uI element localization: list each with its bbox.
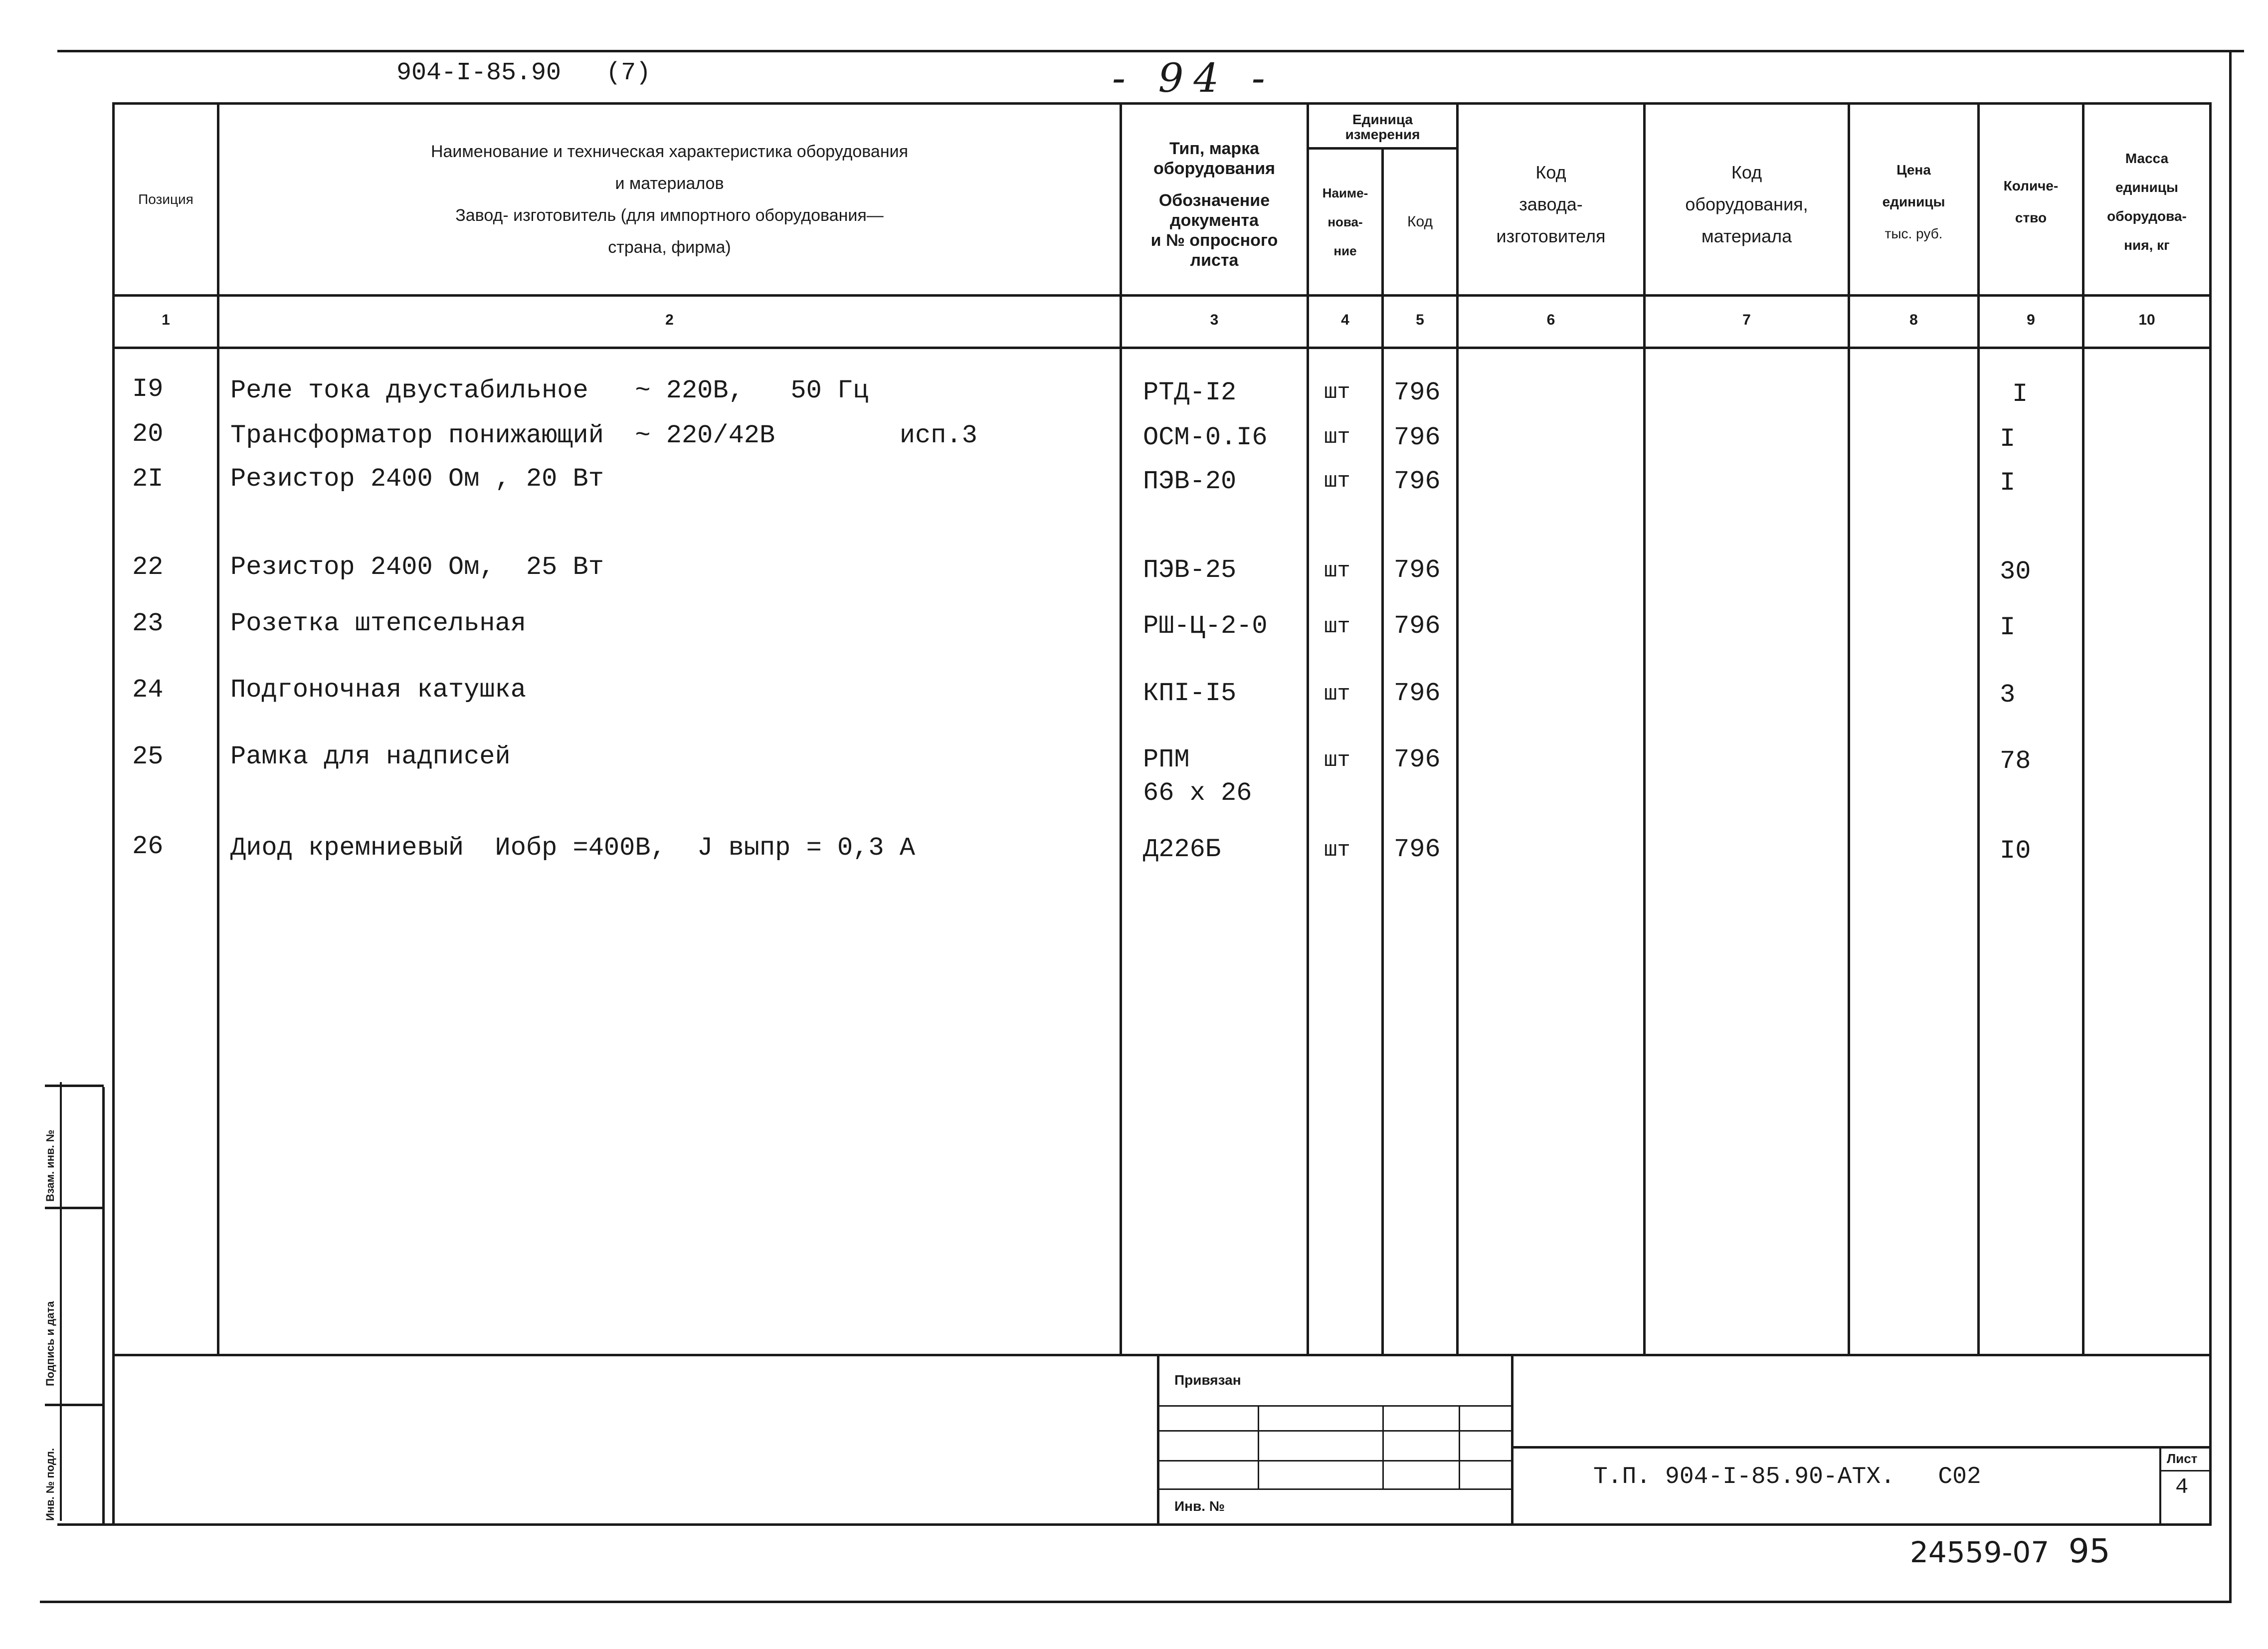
header-price [1850,145,1977,259]
stamp-grid-vline-3 [1459,1405,1460,1488]
col-divider-7 [1848,102,1850,1354]
row-type: КПI-I5 [1143,679,1237,708]
col-divider-5 [1456,102,1459,1354]
header-price-line1: Цена [1896,162,1931,178]
row-code: 796 [1394,555,1441,585]
header-type [1122,125,1307,284]
row-qty: 3 [2000,680,2016,710]
header-name [219,125,1120,274]
row-unit: шт [1324,614,1350,639]
header-type-line4: документа [1170,211,1259,230]
title-block-left-divider [1157,1356,1159,1523]
attached-label: Привязан [1174,1372,1241,1388]
sheet-box-divider [2159,1470,2209,1471]
header-unit-name-line3: ние [1333,243,1357,258]
archive-stamp-number: 24559-07 [1910,1535,2050,1569]
designation: Т.П. 904-I-85.90-АТХ. С02 [1593,1464,1981,1490]
side-margin-hline-2 [45,1207,104,1209]
header-unit-group [1309,107,1456,147]
row-code: 796 [1394,835,1441,864]
header-type-line5: и № опросного [1150,231,1278,250]
side-margin-hline-1 [45,1085,104,1087]
row-name: Подгоночная катушка [230,675,526,705]
side-label-inventory: Инв. № подл. [44,1448,56,1521]
header-unit-name-line2: нова- [1327,214,1363,229]
inventory-label: Инв. № [1174,1498,1225,1514]
header-name-line3: Завод- изготовитель (для импортного оборудования— [455,206,884,225]
stamp-grid-vline-1 [1258,1405,1259,1488]
header-unit-name-line1: Наиме- [1322,185,1368,200]
header-unit-name [1309,150,1381,294]
side-margin-hline-3 [45,1404,104,1406]
side-label-replacement: Взам. инв. № [44,1129,56,1202]
header-type-line1: Тип, марка [1169,139,1260,158]
header-position [115,105,217,294]
frame-bottom-line [40,1601,2232,1603]
stamp-grid-line-1 [1157,1405,1511,1407]
col-divider-2 [1120,102,1122,1354]
title-block-right-divider [1511,1356,1513,1523]
designation-top-line [1511,1446,2209,1449]
row-position: 26 [132,832,164,861]
stamp-grid-vline-2 [1382,1405,1384,1488]
col-number-9: 9 [2027,312,2035,328]
col-number-1: 1 [162,312,170,328]
col-number-6: 6 [1546,312,1555,328]
document-code-main: 904-I-85.90 [396,59,562,87]
sheet-box-left-line [2159,1446,2161,1523]
row-type: ПЭВ-25 [1143,555,1237,585]
row-type-secondary: 66 х 26 [1143,778,1252,808]
header-factory-code-line3: изготовителя [1496,226,1606,246]
stamp-grid-line-3 [1157,1460,1511,1462]
row-position: 22 [132,552,164,582]
header-mass-line2: единицы [2115,180,2178,195]
header-name-line2: и материалов [615,174,724,193]
row-type: Д226Б [1143,835,1221,864]
row-position: 25 [132,742,164,771]
row-unit: шт [1324,469,1350,494]
header-unit-line1: Единица [1352,112,1413,127]
row-name: Резистор 2400 Ом , 20 Вт [230,464,604,494]
col-number-2: 2 [665,312,674,328]
row-code: 796 [1394,378,1441,407]
header-factory-code [1459,140,1643,269]
page-number: - 94 - [1112,55,1275,101]
row-position: 20 [132,419,164,449]
header-equipment-code-line3: материала [1701,226,1792,246]
sheet-label: Лист [2167,1451,2198,1466]
row-name: Рамка для надписей [230,742,511,771]
row-type: ОСМ-0.I6 [1143,423,1268,452]
side-margin-vline [102,1087,105,1526]
header-mass-line1: Масса [2125,151,2169,166]
header-equipment-code-line1: Код [1731,162,1762,183]
table-header-divider [112,294,2212,297]
document-code [396,59,651,87]
row-name: Трансформатор понижающий ~ 220/42В исп.3 [230,421,977,450]
row-position: 23 [132,609,164,638]
row-qty: I [2000,613,2016,642]
header-unit-code [1384,150,1456,294]
row-code: 796 [1394,467,1441,496]
header-price-line2: единицы [1882,194,1945,209]
header-type-line6: листа [1190,251,1239,270]
table-right-line [2209,102,2212,1523]
row-code: 796 [1394,611,1441,641]
col-divider-6 [1643,102,1646,1354]
side-margin-vline-inner [60,1082,62,1521]
header-factory-code-line2: завода- [1519,194,1583,214]
header-quantity-line2: ство [2015,210,2047,225]
row-unit: шт [1324,682,1350,707]
row-qty: I [2012,379,2028,409]
document-code-suffix: (7) [606,59,651,87]
archive-stamp-page: 95 [2068,1532,2110,1570]
header-factory-code-line1: Код [1535,162,1566,183]
row-type: РПМ [1143,745,1190,774]
row-unit: шт [1324,425,1350,450]
stamp-grid-line-2 [1157,1430,1511,1432]
row-code: 796 [1394,423,1441,452]
header-name-line1: Наименование и техническая характеристика оборудования [430,142,909,161]
row-name: Розетка штепсельная [230,609,526,638]
col-number-7: 7 [1742,312,1751,328]
col-divider-9 [2082,102,2084,1354]
header-equipment-code-line2: оборудования, [1685,194,1808,214]
col-number-3: 3 [1210,312,1219,328]
col-divider-8 [1977,102,1980,1354]
row-qty: I [2000,468,2016,498]
header-price-line3: тыс. руб. [1885,226,1943,241]
frame-top-line [57,50,2244,52]
row-qty: 30 [2000,557,2031,586]
row-position: I9 [132,374,164,404]
table-top-line [112,102,2212,105]
col-number-10: 10 [2138,312,2155,328]
archive-stamp [1910,1532,2110,1570]
row-code: 796 [1394,679,1441,708]
header-mass-line4: ния, кг [2124,237,2170,253]
header-mass [2084,140,2209,264]
col-divider-1 [217,102,219,1354]
row-name: Диод кремниевый Иобр =400В, Ј выпр = 0,3 А [230,833,916,863]
header-quantity [1980,145,2082,259]
stamp-grid-line-4 [1157,1488,1511,1490]
header-name-line4: страна, фирма) [608,238,731,257]
row-qty: 78 [2000,746,2031,776]
header-mass-line3: оборудова- [2107,208,2187,224]
header-unit-line2: измерения [1345,127,1420,142]
title-block-bottom-line [57,1523,2212,1526]
row-name: Реле тока двустабильное ~ 220В, 50 Гц [230,376,869,405]
row-unit: шт [1324,380,1350,405]
header-type-line2: оборудования [1153,159,1275,178]
row-type: РТД-I2 [1143,378,1237,407]
header-unit-code-text: Код [1407,213,1433,230]
sheet-number: 4 [2175,1475,2189,1500]
row-position: 24 [132,675,164,705]
row-unit: шт [1324,558,1350,583]
row-type: ПЭВ-20 [1143,467,1237,496]
col-number-8: 8 [1909,312,1918,328]
row-unit: шт [1324,748,1350,773]
row-unit: шт [1324,838,1350,863]
col-number-5: 5 [1416,312,1424,328]
table-numbers-divider [112,347,2212,349]
header-equipment-code [1646,140,1848,269]
side-label-signature: Подпись и дата [44,1301,56,1386]
header-quantity-line1: Количе- [2003,178,2059,193]
row-code: 796 [1394,745,1441,774]
row-type: РШ-Ц-2-0 [1143,611,1268,641]
header-type-line3: Обозначение [1158,191,1270,210]
table-bottom-line [112,1354,2212,1356]
row-name: Резистор 2400 Ом, 25 Вт [230,552,604,582]
frame-right-line [2229,50,2232,1603]
row-qty: I [2000,424,2016,454]
col-number-4: 4 [1341,312,1349,328]
row-position: 2I [132,464,164,494]
row-qty: I0 [2000,836,2031,866]
header-position-text: Позиция [138,191,193,207]
